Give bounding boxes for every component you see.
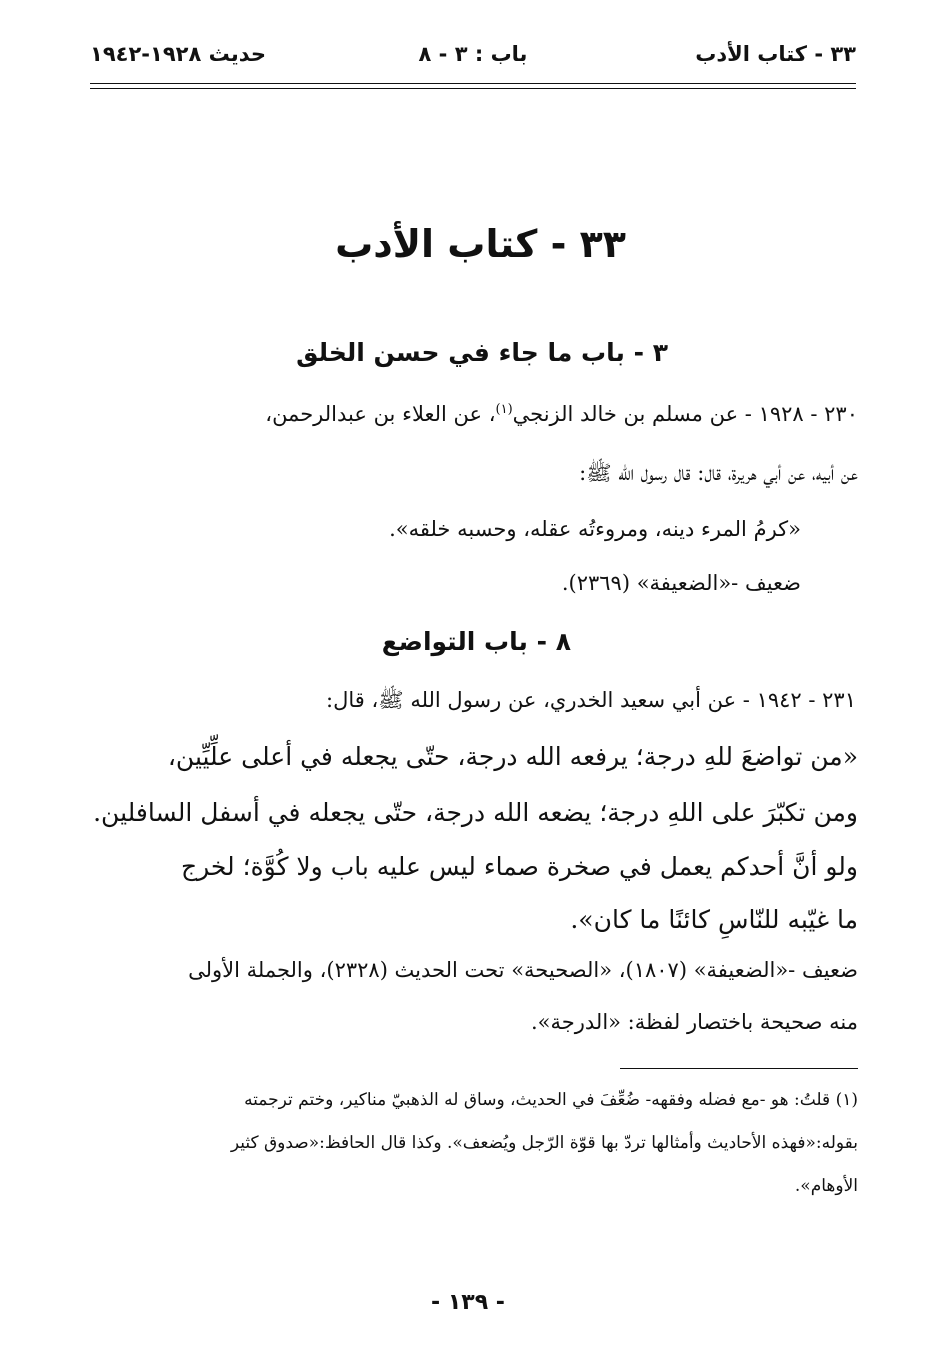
header-rule-bottom bbox=[90, 88, 856, 89]
isnad-1928-line1 bbox=[265, 402, 858, 426]
isnad-1928-narrator: ٢٣٠ - ١٩٢٨ - عن مسلم بن خالد الزنجي bbox=[512, 402, 858, 426]
section-title-tawadu: ٨ - باب التواضع bbox=[381, 627, 571, 656]
matn-1942-line3: ولو أنَّ أحدكم يعمل في صخرة صماء ليس عليه باب ولا كُوَّة؛ لخرج bbox=[180, 852, 858, 881]
grading-1942-line2: منه صحيحة باختصار لفظة: «الدرجة». bbox=[531, 1010, 858, 1034]
header-chapter: ٣٣ - كتاب الأدب bbox=[695, 42, 856, 66]
footnote-line3: الأوهام». bbox=[794, 1176, 858, 1196]
matn-1942-line4: ما غيّبه للنّاسِ كائنًا ما كان». bbox=[570, 905, 858, 934]
footnote-line2: بقوله:«فهذه الأحاديث وأمثالها تردّ بها قوّة الرّجل ويُضعف». وكذا قال الحافظ:«صدوق كثير bbox=[230, 1133, 858, 1153]
header-bab: باب : ٣ - ٨ bbox=[418, 42, 528, 66]
header-hadith-range: حديث ١٩٢٨-١٩٤٢ bbox=[90, 42, 266, 66]
header-rule-top bbox=[90, 83, 856, 84]
grading-1928: ضعيف -«الضعيفة» (٢٣٦٩). bbox=[561, 571, 801, 595]
matn-1942-line2: ومن تكبّرَ على اللهِ درجة؛ يضعه الله درجة، حتّى يجعله في أسفل السافلين. bbox=[93, 798, 858, 827]
footnote-line1: (١) قلتُ: هو -مع فضله وفقهه- ضُعِّفَ في الحديث، وساق له الذهبيّ مناكير، وختم ترجمته bbox=[244, 1090, 858, 1110]
section-title-husn-al-khuluq: ٣ - باب ما جاء في حسن الخلق bbox=[296, 338, 668, 367]
matn-1942-line1: «من تواضعَ للهِ درجة؛ يرفعه الله درجة، حتّى يجعله في أعلى علِّيِّين، bbox=[167, 742, 858, 771]
grading-1942-line1: ضعيف -«الضعيفة» (١٨٠٧)، «الصحيحة» تحت الحديث (٢٣٢٨)، والجملة الأولى bbox=[188, 958, 858, 982]
footnote-separator bbox=[620, 1068, 858, 1069]
matn-1928: «كرمُ المرء دينه، ومروءتُه عقله، وحسبه خلقه». bbox=[389, 517, 801, 541]
running-header bbox=[90, 42, 856, 82]
isnad-1928-continuation: ، عن العلاء بن عبدالرحمن، bbox=[265, 402, 496, 426]
isnad-1942: ٢٣١ - ١٩٤٢ - عن أبي سعيد الخدري، عن رسول الله ﷺ، قال: bbox=[326, 688, 856, 712]
chapter-title: ٣٣ - كتاب الأدب bbox=[335, 222, 626, 266]
isnad-1928-line2: عن أبيه، عن أبي هريرة، قال: قال رسول الله ﷺ: bbox=[579, 461, 858, 485]
footnote-ref[interactable]: (١) bbox=[495, 402, 513, 417]
page-number: - ١٣٩ - bbox=[431, 1290, 505, 1315]
